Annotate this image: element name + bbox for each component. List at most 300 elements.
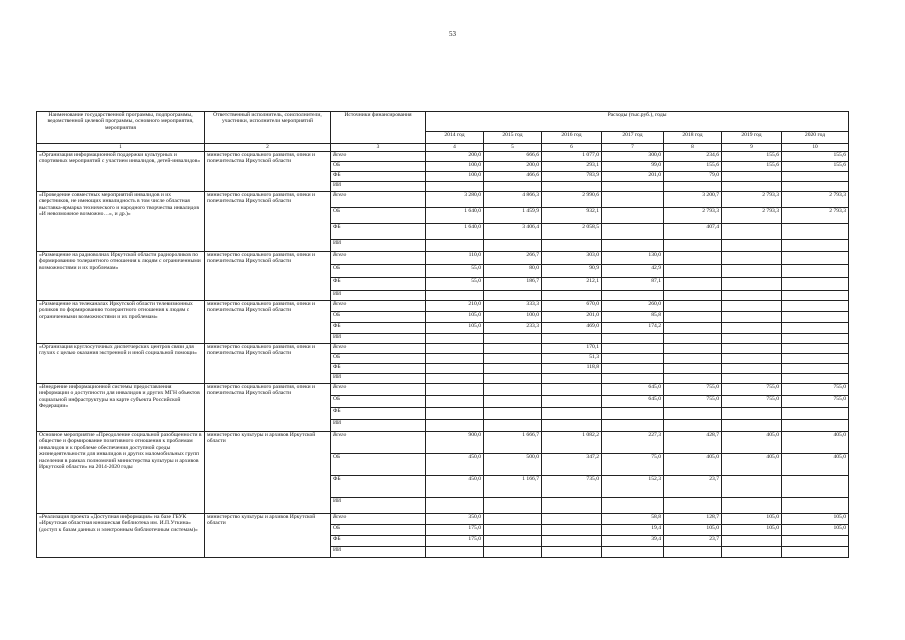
expense-value	[602, 208, 664, 224]
header-year: 2020 год	[782, 132, 849, 144]
expense-value: 2 793,3	[782, 208, 849, 224]
funding-source: ОБ	[331, 354, 426, 364]
funding-source: ИИ	[331, 291, 426, 301]
expense-value	[602, 547, 664, 558]
expense-value: 900,0	[426, 432, 484, 454]
expense-value	[602, 291, 664, 301]
expense-value	[782, 265, 849, 278]
expense-value: 200,0	[484, 162, 542, 172]
expense-value	[542, 374, 602, 384]
expense-value	[722, 182, 782, 192]
expense-value	[722, 301, 782, 312]
funding-source: Всего	[331, 344, 426, 354]
funding-source: ОБ	[331, 265, 426, 278]
expense-value	[782, 420, 849, 432]
expense-value	[484, 420, 542, 432]
funding-source: ФБ	[331, 323, 426, 334]
expense-value	[782, 374, 849, 384]
expense-value	[722, 374, 782, 384]
expense-value	[664, 364, 722, 374]
expense-value	[542, 396, 602, 408]
expense-value: 100,0	[484, 312, 542, 323]
expense-value: 2 793,3	[722, 192, 782, 208]
expense-value: 405,0	[782, 432, 849, 454]
expense-value: 99,0	[602, 162, 664, 172]
expense-value	[782, 291, 849, 301]
expense-value: 755,0	[664, 384, 722, 396]
expense-value: 79,0	[664, 172, 722, 182]
expense-value	[722, 224, 782, 240]
expense-value	[782, 172, 849, 182]
expense-value	[664, 420, 722, 432]
expense-value	[782, 323, 849, 334]
expense-value	[664, 323, 722, 334]
column-number: 5	[484, 144, 542, 152]
funding-source: Всего	[331, 252, 426, 265]
column-number: 6	[542, 144, 602, 152]
expense-value	[664, 374, 722, 384]
expense-value: 105,0	[426, 323, 484, 334]
expense-value	[542, 384, 602, 396]
table-row	[37, 301, 849, 312]
expense-value: 234,6	[664, 152, 722, 162]
funding-source: ИИ	[331, 498, 426, 514]
expense-value: 2 793,3	[722, 208, 782, 224]
expense-value	[426, 498, 484, 514]
funding-source: ОБ	[331, 208, 426, 224]
expense-value	[722, 420, 782, 432]
funding-source: Всего	[331, 301, 426, 312]
expense-value	[602, 334, 664, 344]
expense-value	[484, 525, 542, 536]
column-number: 9	[722, 144, 782, 152]
expense-value	[602, 420, 664, 432]
expense-value	[722, 536, 782, 547]
expense-value: 755,0	[664, 396, 722, 408]
header-year: 2019 год	[722, 132, 782, 144]
expense-value	[542, 547, 602, 558]
expense-value: 2 793,3	[782, 192, 849, 208]
expense-value	[602, 408, 664, 420]
expense-value	[664, 278, 722, 291]
expense-value: 293,1	[542, 162, 602, 172]
page-number: 53	[449, 30, 456, 38]
expense-value: 645,0	[602, 384, 664, 396]
expense-value: 155,6	[664, 162, 722, 172]
expense-value	[542, 420, 602, 432]
expense-value	[484, 182, 542, 192]
expense-value	[664, 334, 722, 344]
expense-value: 670,0	[542, 301, 602, 312]
expense-value: 755,0	[782, 396, 849, 408]
expense-value	[484, 364, 542, 374]
expense-value: 186,7	[484, 278, 542, 291]
expense-value	[542, 408, 602, 420]
expense-value	[722, 312, 782, 323]
expense-value	[484, 374, 542, 384]
expense-value: 2 990,6	[542, 192, 602, 208]
expense-value	[722, 498, 782, 514]
expense-value	[602, 182, 664, 192]
expense-value: 783,9	[542, 172, 602, 182]
expense-value	[782, 498, 849, 514]
column-number: 2	[205, 144, 331, 152]
expense-value	[426, 182, 484, 192]
expense-value: 233,3	[484, 323, 542, 334]
activity-name: «Организация информационной поддержки культурных и спортивных мероприятий с участием инвалидов, детей-инвалидов»	[37, 152, 205, 192]
expense-value	[602, 192, 664, 208]
header-name: Наименование государственной программы, подпрограммы, ведомственной целевой программы, основного мероприятия, мероприятия	[37, 112, 205, 144]
activity-name: «Реализация проекта «Доступная информация» на базе ГБУК «Иркутская областная юношеская библиотека им. И.П.Уткина» (доступ к базам данных и электронным библиотечным системам)»	[37, 514, 205, 558]
expense-value: 23,7	[664, 476, 722, 498]
expense-value	[426, 354, 484, 364]
expense-value	[426, 240, 484, 252]
expense-value: 469,0	[542, 323, 602, 334]
expense-value: 227,3	[602, 432, 664, 454]
funding-source: Всего	[331, 384, 426, 396]
expense-value: 303,0	[542, 252, 602, 265]
expense-value	[722, 476, 782, 498]
expense-value: 1 077,0	[542, 152, 602, 162]
expense-value	[484, 240, 542, 252]
expense-value	[542, 498, 602, 514]
funding-source: Всего	[331, 514, 426, 525]
activity-name: «Организация круглосуточных диспетчерских центров связи для глухих с целью оказания экстренной и иной социальной помощи»	[37, 344, 205, 384]
expense-value: 755,0	[722, 396, 782, 408]
expense-value: 1 640,0	[426, 208, 484, 224]
expense-value: 58,8	[602, 514, 664, 525]
expense-value	[722, 278, 782, 291]
expense-value	[722, 323, 782, 334]
expense-value	[722, 172, 782, 182]
expense-value: 110,0	[426, 252, 484, 265]
expense-value: 175,0	[426, 525, 484, 536]
expense-value	[664, 344, 722, 354]
funding-source: Всего	[331, 192, 426, 208]
table-row	[37, 192, 849, 208]
expense-value	[782, 182, 849, 192]
header-expenses: Расходы (тыс.руб.), годы	[426, 112, 849, 132]
funding-source: ИИ	[331, 420, 426, 432]
expense-value	[484, 334, 542, 344]
column-number: 1	[37, 144, 205, 152]
expense-value	[722, 291, 782, 301]
expense-value: 85,8	[602, 312, 664, 323]
expense-value: 347,2	[542, 454, 602, 476]
expense-value	[664, 182, 722, 192]
expense-value	[602, 374, 664, 384]
expense-value	[602, 224, 664, 240]
expense-value	[542, 182, 602, 192]
expense-value: 405,0	[722, 432, 782, 454]
responsible-executor: министерство социального развития, опеки и попечительства Иркутской области	[205, 252, 331, 301]
expense-value: 333,3	[484, 301, 542, 312]
expense-value: 735,0	[542, 476, 602, 498]
expense-value: 170,1	[542, 344, 602, 354]
header-year: 2018 год	[664, 132, 722, 144]
expense-value	[782, 240, 849, 252]
expense-value	[542, 536, 602, 547]
expense-value: 266,7	[484, 252, 542, 265]
funding-source: ФБ	[331, 172, 426, 182]
expense-value	[426, 291, 484, 301]
responsible-executor: министерство социального развития, опеки и попечительства Иркутской области	[205, 301, 331, 344]
expense-value: 466,6	[484, 172, 542, 182]
expense-value: 755,0	[782, 384, 849, 396]
funding-source: ФБ	[331, 278, 426, 291]
budget-table	[36, 111, 849, 558]
expense-value: 105,0	[782, 525, 849, 536]
expense-value	[484, 384, 542, 396]
expense-value	[484, 354, 542, 364]
column-number: 8	[664, 144, 722, 152]
expense-value: 51,3	[542, 354, 602, 364]
expense-value: 210,0	[426, 301, 484, 312]
expense-value	[782, 536, 849, 547]
expense-value	[722, 344, 782, 354]
expense-value: 80,0	[484, 265, 542, 278]
expense-value: 450,0	[426, 454, 484, 476]
expense-value	[664, 240, 722, 252]
expense-value	[602, 364, 664, 374]
expense-value: 100,0	[426, 162, 484, 172]
expense-value: 105,0	[664, 525, 722, 536]
funding-source: ФБ	[331, 476, 426, 498]
expense-value: 23,7	[664, 536, 722, 547]
expense-value	[484, 291, 542, 301]
header-year: 2017 год	[602, 132, 664, 144]
expense-value	[602, 344, 664, 354]
responsible-executor: министерство социального развития, опеки и попечительства Иркутской области	[205, 152, 331, 192]
expense-value: 39,4	[602, 536, 664, 547]
expense-value	[782, 476, 849, 498]
expense-value	[722, 334, 782, 344]
expense-value	[426, 334, 484, 344]
expense-value	[782, 224, 849, 240]
expense-value	[602, 240, 664, 252]
expense-value: 300,0	[602, 152, 664, 162]
column-number: 10	[782, 144, 849, 152]
expense-value: 3 280,0	[426, 192, 484, 208]
expense-value	[664, 265, 722, 278]
expense-value: 174,2	[602, 323, 664, 334]
header-year: 2015 год	[484, 132, 542, 144]
expense-value: 932,1	[542, 208, 602, 224]
expense-value: 4 866,3	[484, 192, 542, 208]
expense-value	[602, 498, 664, 514]
expense-value: 155,6	[722, 162, 782, 172]
activity-name: «Проведение совместных мероприятий инвалидов и их сверстников, не имеющих инвалидность в том числе областная выставка-ярмарка технического и народного творчества инвалидов «И невозможное возможно…», и др.)»	[37, 192, 205, 252]
expense-value: 755,0	[722, 384, 782, 396]
expense-value: 155,6	[782, 162, 849, 172]
expense-value	[426, 408, 484, 420]
expense-value	[722, 354, 782, 364]
expense-value	[782, 408, 849, 420]
expense-value: 1 082,2	[542, 432, 602, 454]
expense-value	[484, 514, 542, 525]
expense-value	[426, 374, 484, 384]
responsible-executor: министерство социального развития, опеки и попечительства Иркутской области	[205, 344, 331, 384]
table-row	[37, 344, 849, 354]
expense-value	[664, 498, 722, 514]
header-source: Источники финансирования	[331, 112, 426, 144]
expense-value	[426, 420, 484, 432]
expense-value	[484, 536, 542, 547]
table-row	[37, 432, 849, 454]
header-year: 2014 год	[426, 132, 484, 144]
expense-value	[782, 301, 849, 312]
expense-value: 2 793,3	[664, 208, 722, 224]
expense-value	[426, 344, 484, 354]
expense-value: 350,0	[426, 514, 484, 525]
column-number: 7	[602, 144, 664, 152]
expense-value: 666,6	[484, 152, 542, 162]
expense-value	[664, 301, 722, 312]
expense-value	[484, 408, 542, 420]
expense-value	[664, 291, 722, 301]
expense-value	[542, 291, 602, 301]
funding-source: ОБ	[331, 454, 426, 476]
expense-value	[426, 384, 484, 396]
expense-value: 1 666,7	[484, 432, 542, 454]
expense-value: 19,4	[602, 525, 664, 536]
expense-value	[722, 547, 782, 558]
expense-value	[426, 364, 484, 374]
expense-value: 405,0	[782, 454, 849, 476]
expense-value: 450,0	[426, 476, 484, 498]
table-row	[37, 384, 849, 396]
expense-value	[722, 364, 782, 374]
funding-source: ОБ	[331, 162, 426, 172]
expense-value	[542, 240, 602, 252]
expense-value: 645,0	[602, 396, 664, 408]
expense-value: 428,7	[664, 432, 722, 454]
funding-source: ФБ	[331, 408, 426, 420]
funding-source: ИИ	[331, 334, 426, 344]
expense-value: 500,0	[484, 454, 542, 476]
activity-name: «Внедрение информационной системы предоставления информации о доступности для инвалидов и других МГН объектов социальной инфраструктуры на карте субъекта Российской Федерации»	[37, 384, 205, 432]
expense-value	[484, 547, 542, 558]
expense-value: 3 200,7	[664, 192, 722, 208]
expense-value	[664, 547, 722, 558]
responsible-executor: министерство социального развития, опеки и попечительства Иркутской области	[205, 192, 331, 252]
expense-value	[664, 408, 722, 420]
activity-name: «Размещение на телеканалах Иркутской области телевизионных роликов по формированию толерантного отношения к людям с ограниченными возможностями и их проблемам»	[37, 301, 205, 344]
expense-value: 55,0	[426, 278, 484, 291]
responsible-executor: министерство культуры и архивов Иркутской области	[205, 514, 331, 558]
expense-value	[782, 344, 849, 354]
expense-value: 212,1	[542, 278, 602, 291]
expense-value: 75,0	[602, 454, 664, 476]
responsible-executor: министерство социального развития, опеки и попечительства Иркутской области	[205, 384, 331, 432]
expense-value: 55,0	[426, 265, 484, 278]
expense-value: 100,0	[426, 172, 484, 182]
table-row	[37, 152, 849, 162]
expense-value	[722, 265, 782, 278]
expense-value	[426, 547, 484, 558]
expense-value: 130,0	[602, 252, 664, 265]
expense-value: 175,0	[426, 536, 484, 547]
expense-value	[782, 334, 849, 344]
funding-source: ОБ	[331, 396, 426, 408]
expense-value: 105,0	[722, 525, 782, 536]
table-body	[37, 152, 849, 558]
expense-value: 260,0	[602, 301, 664, 312]
expense-value: 152,3	[602, 476, 664, 498]
expense-value	[484, 396, 542, 408]
expense-value	[542, 334, 602, 344]
expense-value	[664, 354, 722, 364]
expense-value: 90,9	[542, 265, 602, 278]
header-year: 2016 год	[542, 132, 602, 144]
column-number: 4	[426, 144, 484, 152]
expense-value	[722, 240, 782, 252]
expense-value	[602, 354, 664, 364]
funding-source: ИИ	[331, 182, 426, 192]
column-number: 3	[331, 144, 426, 152]
expense-value	[782, 252, 849, 265]
expense-value	[782, 364, 849, 374]
expense-value: 405,0	[722, 454, 782, 476]
expense-value: 105,0	[782, 514, 849, 525]
funding-source: ФБ	[331, 224, 426, 240]
expense-value: 155,6	[782, 152, 849, 162]
funding-source: Всего	[331, 152, 426, 162]
expense-value	[782, 278, 849, 291]
expense-value: 105,0	[426, 312, 484, 323]
expense-value	[782, 547, 849, 558]
funding-source: ИИ	[331, 547, 426, 558]
expense-value	[664, 312, 722, 323]
expense-value	[542, 514, 602, 525]
expense-value: 200,0	[426, 152, 484, 162]
expense-value: 155,6	[722, 152, 782, 162]
expense-value: 128,7	[664, 514, 722, 525]
expense-value: 201,0	[602, 172, 664, 182]
expense-value: 87,1	[602, 278, 664, 291]
expense-value: 118,8	[542, 364, 602, 374]
expense-value	[484, 498, 542, 514]
expense-value: 1 459,9	[484, 208, 542, 224]
funding-source: ОБ	[331, 525, 426, 536]
table-row	[37, 252, 849, 265]
expense-value: 405,0	[664, 454, 722, 476]
expense-value	[484, 344, 542, 354]
expense-value: 1 166,7	[484, 476, 542, 498]
expense-value	[542, 525, 602, 536]
funding-source: Всего	[331, 432, 426, 454]
expense-value	[782, 354, 849, 364]
funding-source: ФБ	[331, 536, 426, 547]
activity-name: Основное мероприятие «Преодоление социальной разобщенности в обществе и формирование позитивного отношения к проблемам инвалидов и к проблеме обеспечения доступной среды жизнедеятельности для инвалидов и других маломобильных групп населения в рамках полномочий министерства культуры и архивов Иркутской области» на 2014-2020 годы	[37, 432, 205, 514]
funding-source: ФБ	[331, 364, 426, 374]
responsible-executor: министерство культуры и архивов Иркутской области	[205, 432, 331, 514]
activity-name: «Размещение на радиоволнах Иркутской области радиороликов по формированию толерантного отношения к людям с ограниченными возможностями и их проблемам»	[37, 252, 205, 301]
funding-source: ИИ	[331, 240, 426, 252]
table-row	[37, 514, 849, 525]
expense-value: 2 058,5	[542, 224, 602, 240]
expense-value: 1 640,0	[426, 224, 484, 240]
expense-value	[722, 252, 782, 265]
expense-value: 201,0	[542, 312, 602, 323]
funding-source: ИИ	[331, 374, 426, 384]
expense-value: 42,9	[602, 265, 664, 278]
expense-value	[722, 408, 782, 420]
header-responsible: Ответственный исполнитель, соисполнители, участники, исполнители мероприятий	[205, 112, 331, 144]
expense-value	[426, 396, 484, 408]
funding-source: ОБ	[331, 312, 426, 323]
expense-value	[782, 312, 849, 323]
